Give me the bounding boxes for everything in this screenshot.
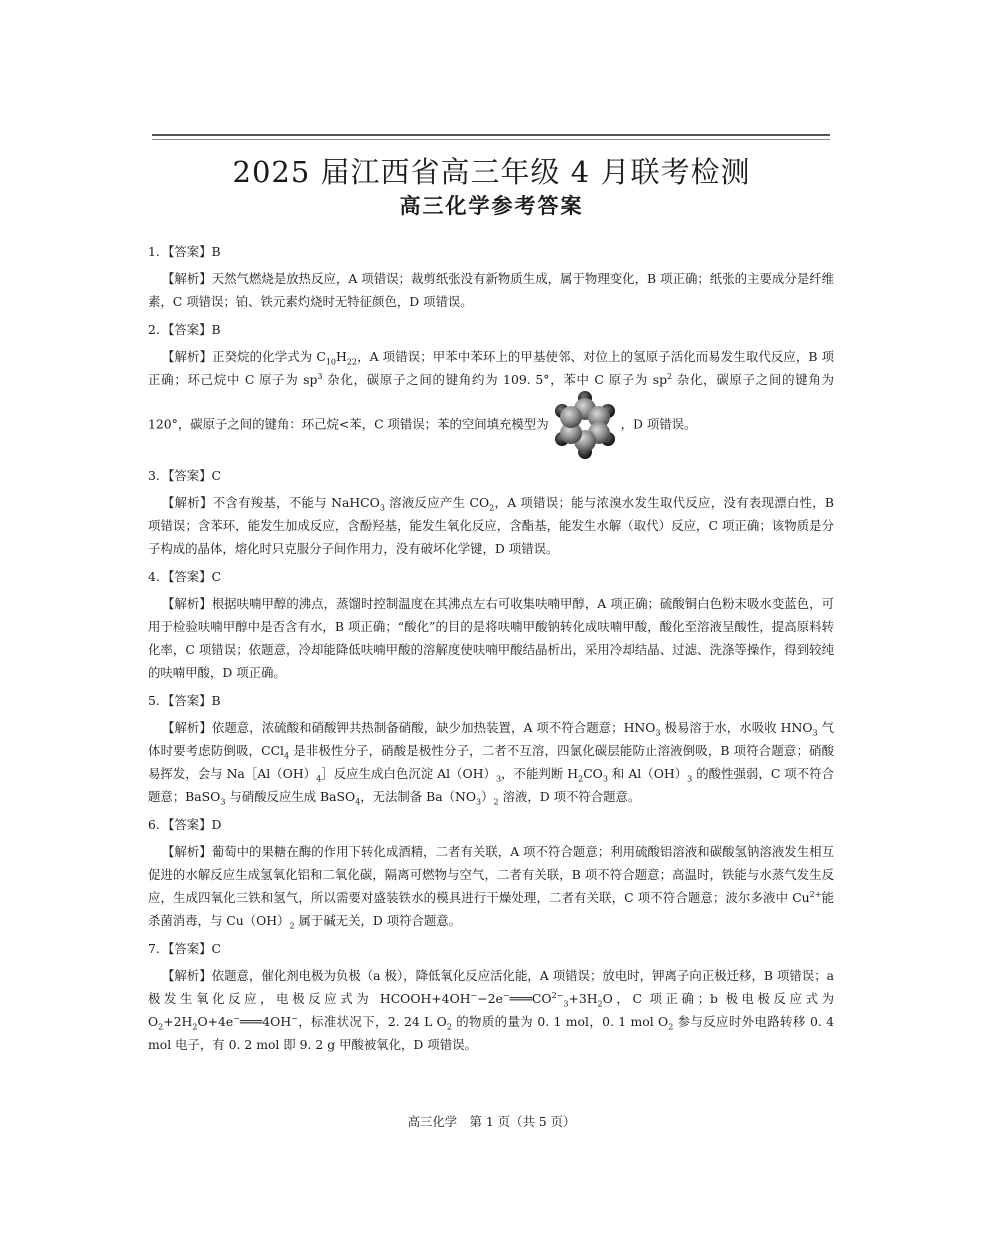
explanation: 【解析】依题意，催化剂电极为负极（a 极），降低氧化反应活化能，A 项错误；放电时，钾离子向正极迁移，B 项错误；a 极发生氧化反应，电极反应式为 $HCOOH+4OH^--2e^-═══CO^{2-}_3+3H_2O$，C 项正确；b 极电极反应式为 $O_2+2H_2O+4e^-═══4OH^-$，标准状况下，2. 24 L $O_2$ 的物质的量为 0. 1 mol，0. 1 mol $O_2$ 参与反应时外电路转移 0. 4 mol 电子，有 0. 2 mol 即 9. 2 g 甲酸被氧化，D 项错误。: [148, 968, 835, 1052]
question-1: [148, 240, 834, 313]
answer-line: 5. 【答案】B: [148, 693, 221, 708]
header-rule-thick: [152, 134, 830, 136]
explanation: 【解析】根据呋喃甲醇的沸点，蒸馏时控制温度在其沸点左右可收集呋喃甲醇，A 项正确；硫酸铜白色粉末吸水变蓝色，可用于检验呋喃甲醇中是否含有水，B 项正确；“酸化”的目的是将呋喃甲酸钠转化成呋喃甲酸，酸化至溶液呈酸性，提高原料转化率，C 项错误；依题意，冷却能降低呋喃甲酸的溶解度使呋喃甲酸结晶析出，采用冷却结晶、过滤、洗涤等操作，得到较纯的呋喃甲酸，D 项正确。: [148, 596, 834, 680]
answer-line: 6. 【答案】D: [148, 817, 222, 832]
question-2: [148, 318, 834, 459]
benzene-space-filling-model-icon: [551, 391, 619, 459]
question-6: [148, 813, 834, 932]
header-rule-thin: [152, 139, 830, 140]
explanation: 【解析】葡萄中的果糖在酶的作用下转化成酒精，二者有关联，A 项不符合题意；利用硫酸铝溶液和碳酸氢钠溶液发生相互促进的水解反应生成氢氧化铝和二氧化碳，隔离可燃物与空气，二者有关联，B 项不符合题意；高温时，铁能与水蒸气发生反应，生成四氧化三铁和氢气，所以需要对盛装铁水的模具进行干燥处理，二者有关联，C 项不符合题意；波尔多液中 $Cu^{2+}$能杀菌消毒，与 $Cu(OH)_2$ 属于碱无关，D 项符合题意。: [148, 844, 834, 931]
answer-line: 2. 【答案】B: [148, 322, 221, 337]
question-4: [148, 565, 834, 684]
explanation: 【解析】正癸烷的化学式为 $C_{10}H_{22}$，A 项错误；甲苯中苯环上的甲基使邻、对位上的氢原子活化而易发生取代反应，B 项正确；环己烷中 C 原子为 $sp^3$ 杂化，碳原子之间的键角约为 109. 5°，苯中 C 原子为 $sp^2$ 杂化，碳原子之间的键角为 120°，碳原子之间的键角：环己烷<苯，C 项错误；苯的空间填充模型为 ，D 项错误。: [148, 345, 834, 459]
answer-line: 1. 【答案】B: [148, 244, 221, 259]
page-title: 2025 届江西省高三年级 4 月联考检测: [232, 155, 751, 189]
question-3: [148, 464, 834, 560]
explanation: 【解析】不含有羧基，不能与 NaHCO$_3$ 溶液反应产生 $CO_2$，A 项错误；能与浓溴水发生取代反应，没有表现漂白性，B 项错误；含苯环，能发生加成反应，含酚羟基，能发生氧化反应，含酯基，能发生水解（取代）反应，C 项正确；该物质是分子构成的晶体，熔化时只克服分子间作用力，没有破坏化学键，D 项错误。: [148, 495, 834, 556]
answer-line: 4. 【答案】C: [148, 569, 222, 584]
answer-list: [148, 240, 834, 1061]
page-footer: 高三化学 第 1 页（共 5 页）: [407, 1114, 576, 1129]
explanation: 【解析】依题意，浓硫酸和硝酸钾共热制备硝酸，缺少加热装置，A 项不符合题意；$HNO_3$ 极易溶于水，水吸收 $HNO_3$ 气体时要考虑防倒吸，CCl$_4$ 是非极性分子，硝酸是极性分子，二者不互溶，四氯化碳层能防止溶液倒吸，B 项符合题意；硝酸易挥发，会与 $Na[Al(OH)_4]$反应生成白色沉淀 $Al(OH)_3$，不能判断 $H_2CO_3$ 和 $Al(OH)_3$ 的酸性强弱，C 项不符合题意；BaSO$_3$ 与硝酸反应生成 BaSO$_4$，无法制备 $Ba(NO_3)_2$ 溶液，D 项不符合题意。: [148, 720, 834, 807]
question-7: [148, 937, 834, 1056]
explanation: 【解析】天然气燃烧是放热反应，A 项错误；裁剪纸张没有新物质生成，属于物理变化，B 项正确；纸张的主要成分是纤维素，C 项错误；铂、铁元素灼烧时无特征颜色，D 项错误。: [148, 271, 834, 309]
page-subtitle: 高三化学参考答案: [399, 194, 584, 218]
question-5: [148, 689, 834, 808]
answer-line: 3. 【答案】C: [148, 468, 222, 483]
answer-line: 7. 【答案】C: [148, 941, 222, 956]
